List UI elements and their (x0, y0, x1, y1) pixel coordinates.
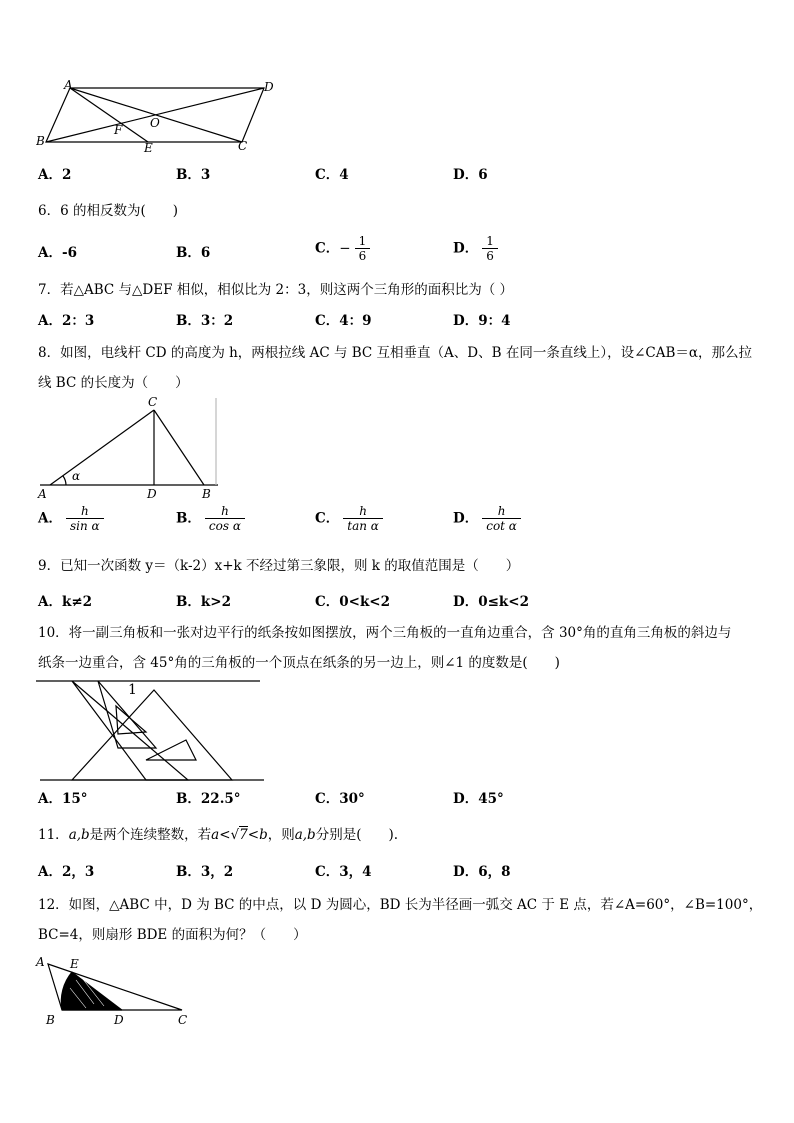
q5-option-d[interactable]: D．6 (453, 167, 488, 183)
q5-label-O: O (150, 116, 160, 130)
q12-label-E: E (70, 957, 79, 971)
q12-question-line2: BC=4，则扇形 BDE 的面积为何？（ ） (38, 927, 307, 943)
q8-option-c-numerator: h (343, 504, 383, 519)
q5-label-A: A (64, 78, 73, 92)
q11-question-text (38, 826, 398, 844)
q5-label-E: E (144, 141, 153, 155)
q8-option-b-prefix: B． (176, 510, 201, 527)
q11-ineq-b: b (259, 827, 268, 843)
q11-option-c[interactable]: C．3，4 (315, 864, 372, 880)
q8-option-a-fraction (66, 504, 104, 533)
q12-sector-figure (34, 952, 194, 1028)
q8-option-d-numerator: h (482, 504, 521, 519)
q11-option-a[interactable]: A．2，3 (38, 864, 95, 880)
q8-option-d-denominator: cot α (486, 519, 517, 533)
q11-option-b[interactable]: B．3，2 (176, 864, 234, 880)
q6-option-d-denominator: 6 (486, 249, 494, 263)
q6-option-c-numerator: 1 (355, 234, 371, 249)
q6-option-c-prefix: C． (315, 240, 340, 257)
q11-end: 分别是( ). (315, 827, 399, 843)
q5-label-F: F (114, 123, 123, 137)
q9-question-text: 9．已知一次函数 y＝（k-2）x+k 不经过第三象限，则 k 的取值范围是（ ） (38, 558, 520, 574)
q7-option-a[interactable]: A．2：3 (38, 313, 95, 329)
q10-triangle-boards-figure (36, 676, 268, 786)
q8-option-a-denominator: sin α (69, 519, 100, 533)
q9-option-d[interactable]: D．0≤k<2 (453, 594, 529, 610)
q11-prefix: 11． (38, 827, 69, 843)
q6-option-c-sign: − (339, 240, 351, 257)
q8-option-c[interactable] (315, 504, 383, 533)
q8-option-d[interactable] (453, 504, 521, 533)
q7-option-c[interactable]: C．4：9 (315, 313, 372, 329)
q6-option-c-denominator: 6 (358, 249, 367, 263)
q12-question-line1: 12．如图，△ABC 中，D 为 BC 的中点，以 D 为圆心，BD 长为半径画一弧交 AC 于 E 点，若∠A=60°，∠B=100°， (38, 897, 763, 913)
q5-label-B: B (36, 134, 45, 148)
q9-option-a[interactable]: A．k≠2 (38, 594, 93, 610)
q8-option-d-prefix: D． (453, 510, 479, 527)
q10-question-line1: 10．将一副三角板和一张对边平行的纸条按如图摆放，两个三角板的一直角边重合，含 30°角的直角三角板的斜边与 (38, 625, 732, 641)
q10-option-c[interactable]: C．30° (315, 791, 365, 807)
q11-tail: ，则 (267, 827, 295, 843)
q7-option-d[interactable]: D．9：4 (453, 313, 511, 329)
q8-label-C: C (148, 395, 158, 409)
q8-label-D: D (147, 487, 157, 501)
q8-option-b-denominator: cos α (208, 519, 241, 533)
q5-option-b[interactable]: B．3 (176, 167, 211, 183)
q11-ineq-lt2: < (247, 827, 260, 843)
q8-option-b-numerator: h (205, 504, 245, 519)
q6-option-d-prefix: D． (453, 240, 479, 257)
q5-option-c[interactable]: C．4 (315, 167, 349, 183)
q5-parallelogram-figure (36, 78, 276, 156)
q11-sqrt-symbol: √ (230, 827, 240, 843)
q8-option-c-fraction (343, 504, 383, 533)
q11-ineq-lt1: < (219, 827, 231, 843)
q8-question-line1: 8．如图，电线杆 CD 的高度为 h，两根拉线 AC 与 BC 互相垂直（A、D、B 在同一条直线上），设∠CAB＝α，那么拉 (38, 345, 753, 361)
q8-label-A: A (38, 487, 47, 501)
q12-label-D: D (114, 1013, 124, 1027)
q5-label-D: D (264, 80, 274, 94)
q11-ab: a,b (68, 827, 90, 843)
q6-option-d-numerator: 1 (482, 234, 498, 249)
q10-option-a[interactable]: A．15° (38, 791, 88, 807)
q6-option-b[interactable]: B．6 (176, 245, 211, 261)
q8-option-a-numerator: h (66, 504, 104, 519)
q8-option-d-fraction (482, 504, 521, 533)
q12-label-A: A (36, 955, 45, 969)
q5-label-C: C (238, 139, 248, 153)
q8-question-line2: 线 BC 的长度为（ ） (38, 375, 189, 391)
q10-angle-1-label: 1 (128, 682, 137, 698)
q6-option-a[interactable]: A．-6 (38, 245, 77, 261)
q8-pole-figure (36, 394, 222, 504)
q6-option-d-fraction (482, 234, 498, 263)
q10-question-line2: 纸条一边重合，含 45°角的三角板的一个顶点在纸条的另一边上，则∠1 的度数是( ) (38, 655, 560, 671)
q8-option-c-denominator: tan α (347, 519, 379, 533)
q10-option-d[interactable]: D．45° (453, 791, 504, 807)
q8-option-b-fraction (205, 504, 245, 533)
q9-option-b[interactable]: B．k>2 (176, 594, 231, 610)
q7-question-text: 7．若△ABC 与△DEF 相似，相似比为 2：3，则这两个三角形的面积比为（ ） (38, 282, 513, 298)
q6-question-text: 6．6 的相反数为( ) (38, 203, 179, 219)
q9-option-c[interactable]: C．0<k<2 (315, 594, 391, 610)
q10-option-b[interactable]: B．22.5° (176, 791, 241, 807)
q11-option-d[interactable]: D．6，8 (453, 864, 511, 880)
q12-label-C: C (178, 1013, 188, 1027)
q8-option-a[interactable] (38, 504, 104, 533)
q6-option-c[interactable] (315, 234, 370, 263)
q11-ineq-a: a (211, 827, 220, 843)
q8-label-alpha: α (72, 469, 81, 483)
q6-option-d[interactable] (453, 234, 498, 263)
q11-sqrt-value: 7 (239, 827, 248, 843)
q8-option-b[interactable] (176, 504, 245, 533)
q8-label-B: B (202, 487, 211, 501)
q11-ab-2: a,b (294, 827, 316, 843)
q8-option-a-prefix: A． (38, 510, 62, 527)
q7-option-b[interactable]: B．3：2 (176, 313, 234, 329)
q5-option-a[interactable]: A．2 (38, 167, 72, 183)
q6-option-c-fraction (355, 234, 371, 263)
q11-mid: 是两个连续整数，若 (89, 827, 212, 843)
q8-option-c-prefix: C． (315, 510, 340, 527)
q12-label-B: B (46, 1013, 55, 1027)
